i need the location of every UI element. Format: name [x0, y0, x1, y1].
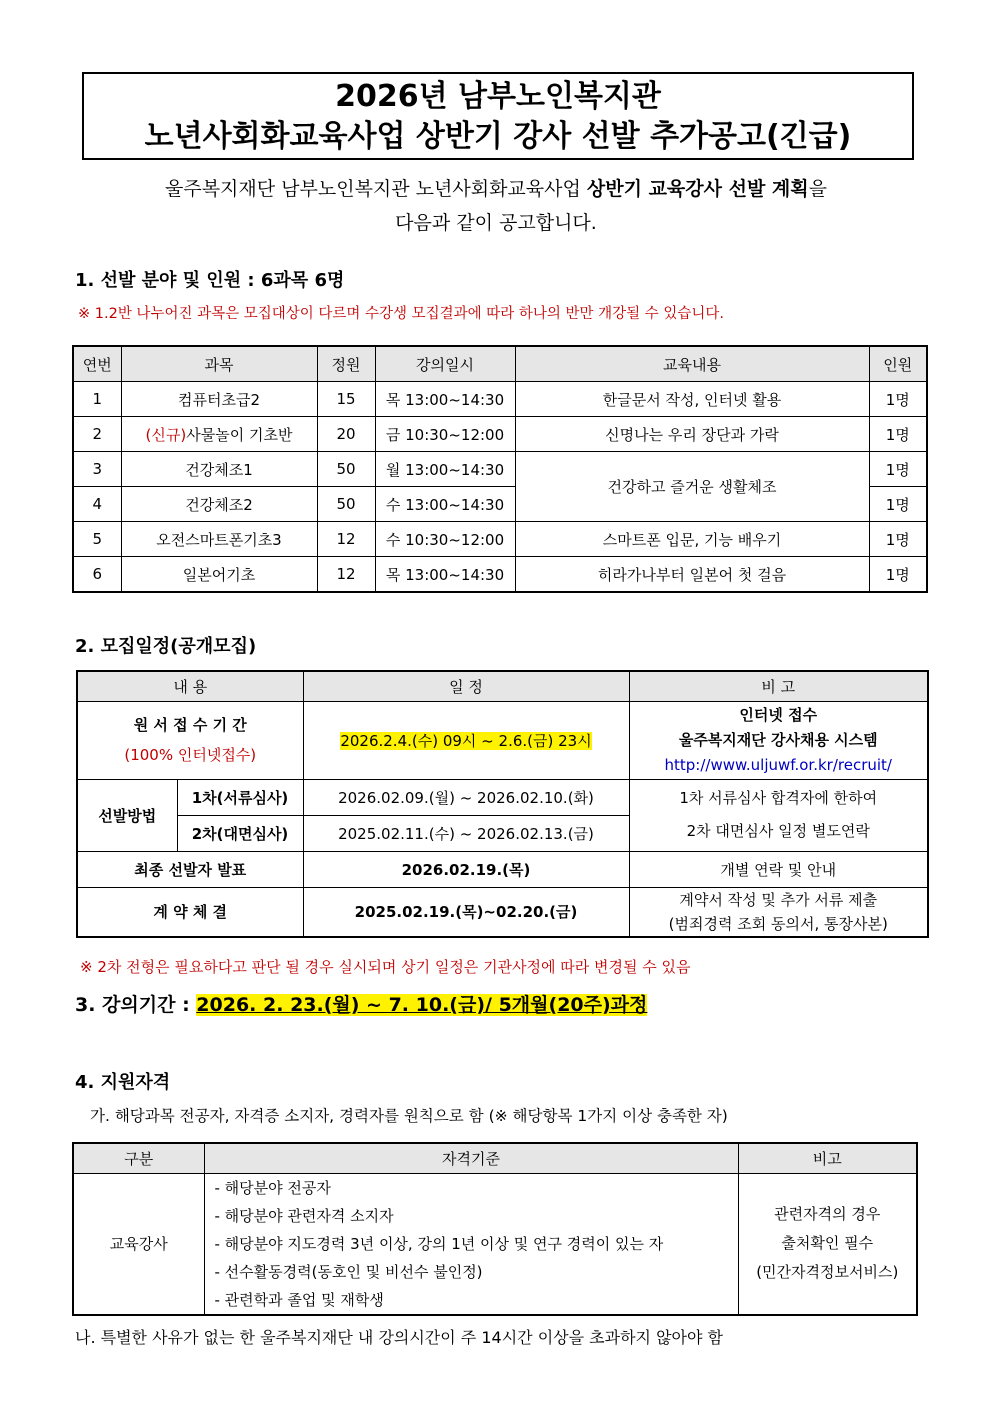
table-row — [73, 557, 927, 593]
final-date: 2026.02.19.(목) — [303, 851, 629, 887]
section3-heading — [75, 990, 647, 1017]
method-label: 선발방법 — [77, 779, 177, 851]
final-note: 개별 연락 및 안내 — [629, 851, 928, 887]
row-time: 목 13:00~14:30 — [375, 557, 515, 593]
row-no: 4 — [73, 487, 121, 522]
page-title-line2: 노년사회화교육사업 상반기 강사 선발 추가공고(긴급) — [144, 119, 852, 154]
col-header-content: 교육내용 — [515, 346, 869, 382]
row-content: 히라가나부터 일본어 첫 걸음 — [515, 557, 869, 593]
section3-heading-prefix: 3. 강의기간 : — [75, 994, 197, 1016]
row-subject: 건강체조2 — [121, 487, 317, 522]
intro-text — [0, 172, 992, 240]
apply-period-cell — [77, 701, 303, 779]
col-header-capacity: 정원 — [317, 346, 375, 382]
method-note1: 1차 서류심사 합격자에 한하여 — [679, 789, 878, 807]
row-subject-text: 사물놀이 기초반 — [186, 425, 293, 444]
col-header-time: 강의일시 — [375, 346, 515, 382]
row-no: 1 — [73, 382, 121, 417]
apply-note2: 울주복지재단 강사채용 시스템 — [678, 730, 878, 749]
row-content: 신명나는 우리 장단과 가락 — [515, 417, 869, 452]
row-content: 한글문서 작성, 인터넷 활용 — [515, 382, 869, 417]
table-row — [77, 887, 928, 937]
col-header-schedule: 일 정 — [303, 671, 629, 701]
stage1-date: 2026.02.09.(월) ~ 2026.02.10.(화) — [303, 779, 629, 815]
schedule-table — [76, 670, 929, 938]
remark-line3: (민간자격정보서비스) — [756, 1263, 899, 1281]
apply-sublabel: (100% 인터넷접수) — [124, 746, 257, 764]
section4-sub-a: 가. 해당과목 전공자, 자격증 소지자, 경력자를 원칙으로 함 (※ 해당항목 1가지 이상 충족한 자) — [90, 1107, 728, 1125]
row-capacity: 12 — [317, 522, 375, 557]
subject-table — [72, 345, 928, 593]
row-capacity: 15 — [317, 382, 375, 417]
table-row — [73, 1173, 917, 1315]
col-header-no: 연번 — [73, 346, 121, 382]
method-note-cell — [629, 779, 928, 851]
col-header-count: 인원 — [869, 346, 927, 382]
col-header-remark: 비 고 — [629, 671, 928, 701]
remark-cell — [738, 1173, 917, 1315]
intro-bold: 상반기 교육강사 선발 계획 — [586, 178, 809, 200]
row-content: 스마트폰 입문, 기능 배우기 — [515, 522, 869, 557]
row-time: 수 13:00~14:30 — [375, 487, 515, 522]
row-capacity: 20 — [317, 417, 375, 452]
row-capacity: 50 — [317, 452, 375, 487]
table-row — [77, 701, 928, 779]
section1-heading: 1. 선발 분야 및 인원 : 6과목 6명 — [75, 270, 345, 291]
row-time: 수 10:30~12:00 — [375, 522, 515, 557]
section1-note: ※ 1.2반 나누어진 과목은 모집대상이 다르며 수강생 모집결과에 따라 하나의 반만 개강될 수 있습니다. — [78, 306, 725, 322]
row-no: 5 — [73, 522, 121, 557]
col-header-remark: 비고 — [738, 1143, 917, 1173]
final-label: 최종 선발자 발표 — [77, 851, 303, 887]
row-count: 1명 — [869, 557, 927, 593]
table-row — [77, 851, 928, 887]
section2-heading: 2. 모집일정(공개모집) — [75, 636, 257, 657]
row-time: 목 13:00~14:30 — [375, 382, 515, 417]
qualification-table — [72, 1142, 918, 1316]
contract-note1: 계약서 작성 및 추가 서류 제출 — [679, 890, 878, 909]
row-count: 1명 — [869, 522, 927, 557]
section4-heading: 4. 지원자격 — [75, 1072, 171, 1093]
remark-line1: 관련자격의 경우 — [774, 1205, 881, 1223]
qualification-table-header — [73, 1143, 917, 1173]
col-header-subject: 과목 — [121, 346, 317, 382]
subject-table-header — [73, 346, 927, 382]
row-no: 3 — [73, 452, 121, 487]
apply-date-cell — [303, 701, 629, 779]
apply-label: 원 서 접 수 기 간 — [133, 716, 247, 734]
section4-sub-b: 나. 특별한 사유가 없는 한 울주복지재단 내 강의시간이 주 14시간 이상을 초과하지 않아야 함 — [75, 1328, 723, 1347]
row-content-merged: 건강하고 즐거운 생활체조 — [515, 452, 869, 522]
new-badge: (신규) — [145, 425, 187, 444]
row-subject — [121, 417, 317, 452]
list-item: - 해당분야 전공자 — [214, 1178, 331, 1197]
col-header-content: 내 용 — [77, 671, 303, 701]
section2-footnote: ※ 2차 전형은 필요하다고 판단 될 경우 실시되며 상기 일정은 기관사정에 따라 변경될 수 있음 — [80, 958, 691, 976]
row-no: 2 — [73, 417, 121, 452]
col-header-category: 구분 — [73, 1143, 204, 1173]
row-count: 1명 — [869, 417, 927, 452]
method-note2: 2차 대면심사 일정 별도연락 — [686, 822, 870, 840]
table-row — [73, 417, 927, 452]
apply-note1: 인터넷 접수 — [739, 705, 818, 724]
apply-note-cell — [629, 701, 928, 779]
lecture-period: 2026. 2. 23.(월) ~ 7. 10.(금)/ 5개월(20주)과정 — [196, 994, 648, 1016]
row-no: 6 — [73, 557, 121, 593]
row-subject: 건강체조1 — [121, 452, 317, 487]
page-title-line1: 2026년 남부노인복지관 — [335, 79, 661, 114]
title-box — [82, 72, 914, 160]
criteria-list — [204, 1173, 738, 1315]
contract-note-cell — [629, 887, 928, 937]
contract-label: 계 약 체 결 — [77, 887, 303, 937]
intro-part1: 울주복지재단 남부노인복지관 노년사회화교육사업 — [164, 178, 587, 200]
remark-line2: 출처확인 필수 — [781, 1234, 874, 1252]
list-item: - 관련학과 졸업 및 재학생 — [214, 1290, 384, 1309]
stage2-date: 2025.02.11.(수) ~ 2026.02.13.(금) — [303, 815, 629, 851]
table-row — [77, 779, 928, 815]
apply-url-link[interactable]: http://www.uljuwf.or.kr/recruit/ — [664, 755, 892, 774]
list-item: - 해당분야 지도경력 3년 이상, 강의 1년 이상 및 연구 경력이 있는 자 — [214, 1234, 664, 1253]
row-time: 금 10:30~12:00 — [375, 417, 515, 452]
row-subject: 컴퓨터초급2 — [121, 382, 317, 417]
row-count: 1명 — [869, 452, 927, 487]
row-subject: 일본어기초 — [121, 557, 317, 593]
row-capacity: 50 — [317, 487, 375, 522]
intro-line2: 다음과 같이 공고합니다. — [395, 212, 597, 234]
table-row — [73, 522, 927, 557]
schedule-table-header — [77, 671, 928, 701]
row-capacity: 12 — [317, 557, 375, 593]
row-count: 1명 — [869, 487, 927, 522]
table-row — [73, 382, 927, 417]
stage2-label: 2차(대면심사) — [177, 815, 303, 851]
contract-note2: (범죄경력 조회 동의서, 통장사본) — [668, 914, 888, 933]
list-item: - 해당분야 관련자격 소지자 — [214, 1206, 394, 1225]
table-row — [73, 452, 927, 487]
row-count: 1명 — [869, 382, 927, 417]
row-subject: 오전스마트폰기초3 — [121, 522, 317, 557]
category-cell: 교육강사 — [73, 1173, 204, 1315]
list-item: - 선수활동경력(동호인 및 비선수 불인정) — [214, 1262, 483, 1281]
apply-date: 2026.2.4.(수) 09시 ~ 2.6.(금) 23시 — [340, 731, 592, 750]
intro-part3: 을 — [808, 178, 828, 200]
contract-date: 2025.02.19.(목)~02.20.(금) — [303, 887, 629, 937]
row-time: 월 13:00~14:30 — [375, 452, 515, 487]
stage1-label: 1차(서류심사) — [177, 779, 303, 815]
col-header-criteria: 자격기준 — [204, 1143, 738, 1173]
